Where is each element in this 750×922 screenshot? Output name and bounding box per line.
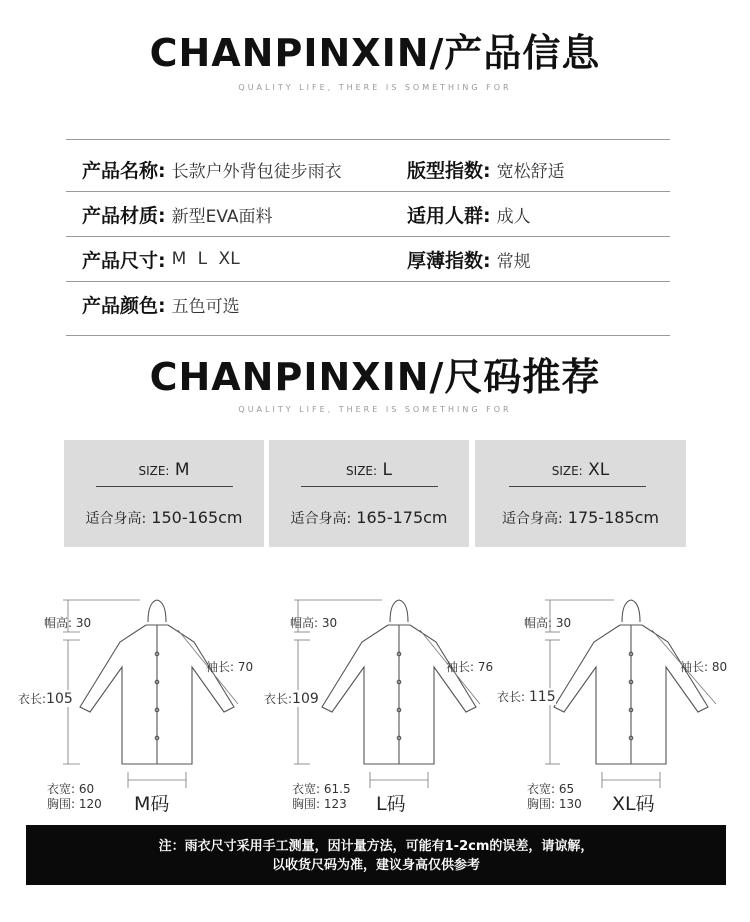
size-card-m — [64, 440, 264, 547]
chest-m: 胸围: 120 — [47, 797, 102, 811]
disclaimer-banner — [26, 825, 726, 885]
chest-xl: 胸围: 130 — [527, 797, 582, 811]
size-height: 适合身高: 150-165cm — [85, 508, 243, 527]
chest-l: 胸围: 123 — [292, 797, 347, 811]
size-name-m: M码 — [134, 793, 170, 815]
divider — [66, 139, 670, 140]
divider — [66, 335, 670, 336]
info-row-size — [82, 237, 682, 281]
coat-width-l: 衣宽: 61.5 — [292, 782, 351, 796]
disclaimer-line: 以收货尺码为准，建议身高仅供参考 — [271, 858, 480, 873]
size-card-l — [269, 440, 469, 547]
info-label: 版型指数: — [407, 159, 491, 182]
page-title: CHANPINXIN/产品信息 — [149, 31, 601, 75]
info-label: 适用人群: — [407, 204, 491, 227]
size-name-l: L码 — [376, 793, 406, 815]
hood-height-m: 帽高: 30 — [44, 616, 92, 630]
size-name-xl: XL码 — [612, 793, 655, 815]
info-value: M L XL — [171, 249, 240, 269]
disclaimer-line: 注：雨衣尺寸采用手工测量，因计量方法，可能有1-2cm的误差，请谅解， — [158, 839, 594, 854]
info-row-material — [82, 192, 682, 236]
divider — [509, 486, 646, 487]
coat-length-m: 衣长:105 — [18, 691, 73, 707]
page-subtitle: QUALITY LIFE, THERE IS SOMETHING FOR — [238, 83, 512, 92]
coat-width-xl: 衣宽: 65 — [527, 782, 575, 796]
size-heading: SIZE: XL — [551, 460, 610, 480]
info-label: 产品材质: — [82, 204, 166, 227]
info-value: 长款户外背包徒步雨衣 — [171, 161, 342, 182]
size-height: 适合身高: 165-175cm — [290, 508, 448, 527]
info-value: 常规 — [496, 251, 531, 272]
coat-length-l: 衣长:109 — [264, 691, 319, 707]
info-label: 产品名称: — [82, 159, 166, 182]
info-value: 成人 — [496, 206, 531, 227]
info-row-color — [82, 282, 682, 326]
hood-height-l: 帽高: 30 — [290, 616, 338, 630]
info-value: 新型EVA面料 — [171, 206, 273, 227]
size-heading: SIZE: M — [138, 460, 190, 480]
divider — [301, 486, 438, 487]
info-label: 产品尺寸: — [82, 249, 166, 272]
coat-length-xl: 衣长: 115 — [497, 689, 556, 705]
hood-outline — [390, 600, 408, 622]
info-row-name — [82, 147, 682, 191]
divider — [96, 486, 233, 487]
info-value: 宽松舒适 — [496, 161, 565, 182]
size-height: 适合身高: 175-185cm — [501, 508, 660, 527]
sleeve-length-xl: 袖长: 80 — [680, 660, 728, 674]
section-title: CHANPINXIN/尺码推荐 — [149, 355, 601, 399]
hood-outline — [622, 600, 640, 622]
sleeve-length-m: 袖长: 70 — [206, 660, 254, 674]
hood-outline — [148, 600, 166, 622]
sleeve-length-l: 袖长: 76 — [446, 660, 494, 674]
raincoat-m-diagram — [60, 592, 270, 792]
hood-height-xl: 帽高: 30 — [524, 616, 572, 630]
coat-width-m: 衣宽: 60 — [47, 782, 95, 796]
size-card-xl — [475, 440, 686, 547]
info-label: 产品颜色: — [82, 294, 166, 317]
info-label: 厚薄指数: — [407, 249, 491, 272]
size-heading: SIZE: L — [346, 460, 392, 480]
info-value: 五色可选 — [171, 296, 240, 317]
section-subtitle: QUALITY LIFE, THERE IS SOMETHING FOR — [238, 405, 512, 414]
